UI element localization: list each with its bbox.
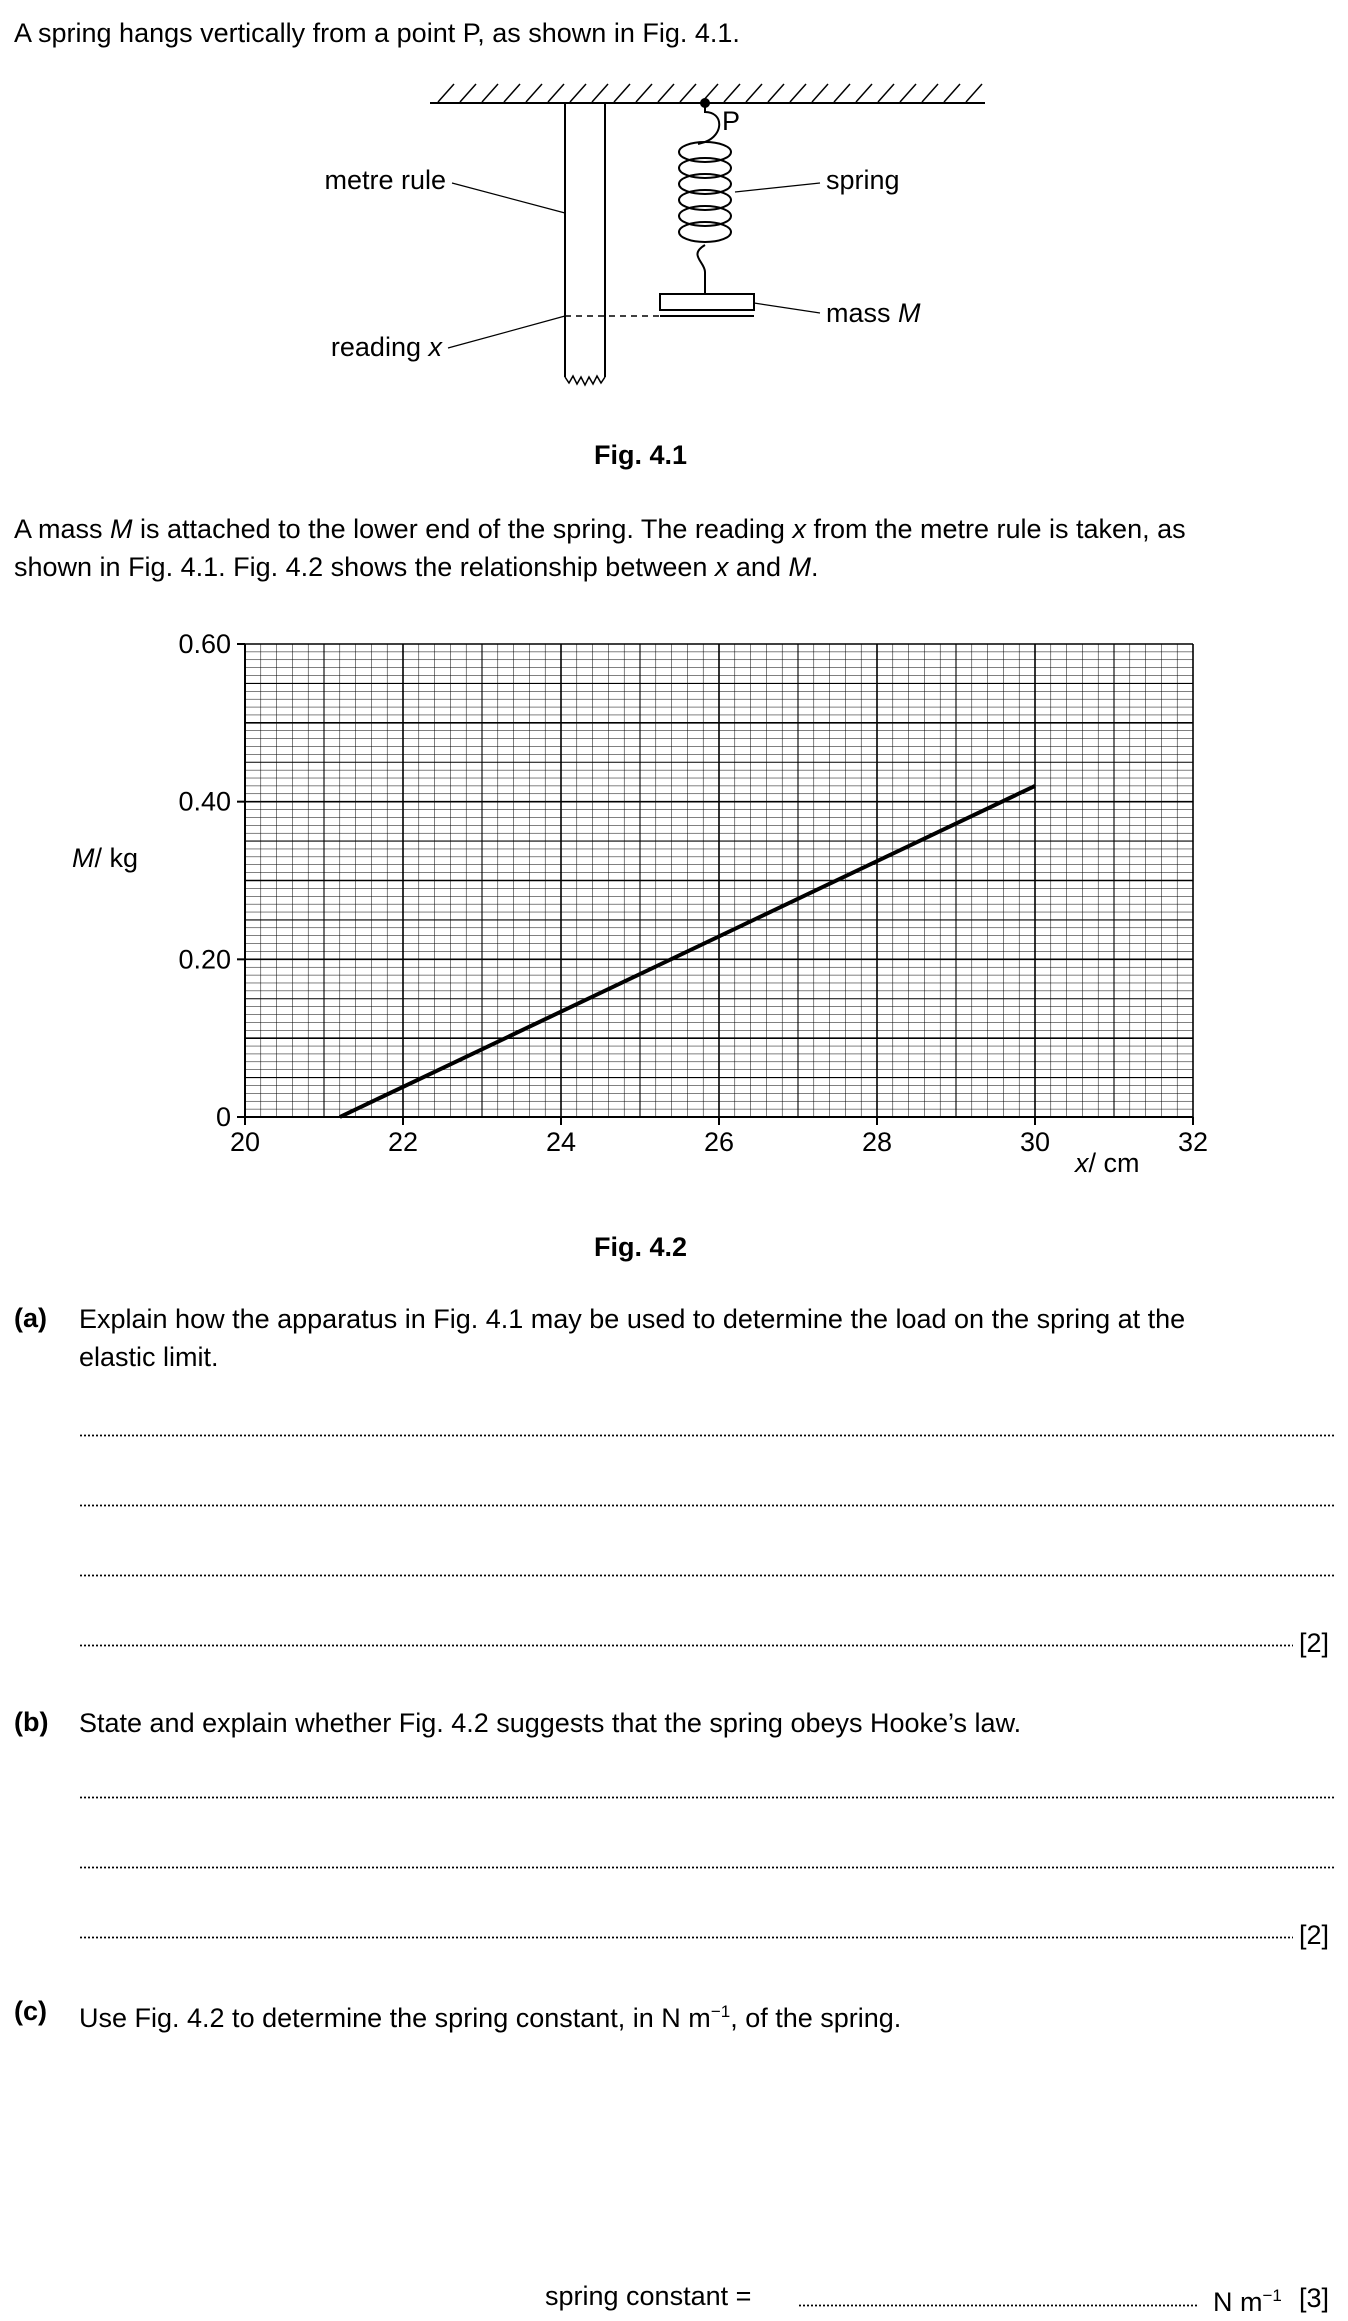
hatch-mark (812, 84, 828, 102)
x-tick-label: 28 (861, 1127, 893, 1157)
spring-constant-label: spring constant = (545, 2281, 752, 2311)
question-a-label: (a) (14, 1303, 47, 1333)
spring-constant-answer-line[interactable] (798, 2304, 1198, 2307)
answer-line-b-1[interactable] (79, 1796, 1335, 1799)
fig-4-2-caption: Fig. 4.2 (594, 1232, 688, 1262)
hatch-mark (680, 84, 696, 102)
question-b-marks: [2] (1299, 1920, 1330, 1950)
question-b-label: (b) (14, 1707, 49, 1737)
label-mass: mass M (826, 298, 921, 328)
leader-mass (754, 303, 820, 313)
hatch-mark (724, 84, 740, 102)
x-tick-label: 24 (545, 1127, 577, 1157)
hatch-mark (614, 84, 630, 102)
leader-metre-rule (452, 183, 565, 213)
hatch-mark (834, 84, 850, 102)
y-tick-label: 0.40 (178, 786, 231, 817)
answer-line-a-2[interactable] (79, 1504, 1335, 1507)
label-spring: spring (826, 165, 900, 195)
chart-x-axis-label: x/ cm (1075, 1148, 1140, 1178)
hatch-mark (878, 84, 894, 102)
hatch-mark (790, 84, 806, 102)
question-a-marks: [2] (1299, 1628, 1330, 1658)
question-a-line-1: Explain how the apparatus in Fig. 4.1 may be used to determine the load on the spring at the (79, 1304, 1186, 1334)
x-tick-label: 30 (1019, 1127, 1051, 1157)
ceiling-hatching (438, 84, 982, 102)
answer-line-a-1[interactable] (79, 1434, 1335, 1437)
point-p-label: P (722, 106, 741, 136)
chart-y-axis-label: M/ kg (72, 843, 139, 873)
hatch-mark (548, 84, 564, 102)
mass-block (660, 294, 754, 310)
paragraph-line-2: shown in Fig. 4.1. Fig. 4.2 shows the relationship between x and M. (14, 552, 819, 582)
question-c-marks: [3] (1299, 2283, 1330, 2313)
hatch-mark (922, 84, 938, 102)
answer-line-b-2[interactable] (79, 1866, 1335, 1869)
hatch-mark (746, 84, 762, 102)
hatch-mark (900, 84, 916, 102)
paragraph-line-1: A mass M is attached to the lower end of the spring. The reading x from the metre rule is taken, as (14, 514, 1186, 544)
answer-line-a-3[interactable] (79, 1574, 1335, 1577)
hatch-mark (768, 84, 784, 102)
x-tick-label: 26 (703, 1127, 735, 1157)
answer-line-b-3[interactable] (79, 1936, 1293, 1939)
hatch-mark (636, 84, 652, 102)
spring-coils (679, 142, 731, 242)
hatch-mark (570, 84, 586, 102)
fig-4-1-caption: Fig. 4.1 (594, 440, 688, 470)
answer-line-a-4[interactable] (79, 1644, 1293, 1647)
question-b-text: State and explain whether Fig. 4.2 suggests that the spring obeys Hooke’s law. (79, 1708, 1022, 1738)
y-tick-label: 0.60 (178, 629, 231, 659)
spring-bottom-hook (697, 245, 705, 294)
metre-rule-torn-end (565, 376, 605, 385)
label-reading: reading x (330, 332, 442, 362)
hatch-mark (658, 84, 674, 102)
leader-spring (735, 183, 820, 192)
label-metre-rule: metre rule (324, 165, 446, 195)
hatch-mark (966, 84, 982, 102)
spring-top-hook (698, 103, 719, 144)
spring-constant-unit: N $m^{-1}$ (1213, 2286, 1282, 2317)
leader-reading (448, 316, 565, 348)
hatch-mark (856, 84, 872, 102)
x-tick-label: 22 (387, 1127, 419, 1157)
hatch-mark (944, 84, 960, 102)
hatch-mark (504, 84, 520, 102)
x-tick-label: 32 (1177, 1127, 1209, 1157)
hatch-mark (438, 84, 454, 102)
intro-text: A spring hangs vertically from a point P, as shown in Fig. 4.1. (14, 18, 740, 48)
hatch-mark (482, 84, 498, 102)
hatch-mark (460, 84, 476, 102)
question-a-line-2: elastic limit. (79, 1342, 219, 1372)
x-tick-label: 20 (229, 1127, 261, 1157)
y-tick-label: 0 (215, 1102, 231, 1132)
figure-4-2-chart (0, 620, 1348, 1180)
hatch-mark (592, 84, 608, 102)
question-c-text: Use Fig. 4.2 to determine the spring constant, in N $m^{-1}$, of the spring. (79, 2002, 902, 2033)
question-c-label: (c) (14, 1996, 47, 2026)
y-tick-label: 0.20 (178, 944, 231, 975)
hatch-mark (526, 84, 542, 102)
